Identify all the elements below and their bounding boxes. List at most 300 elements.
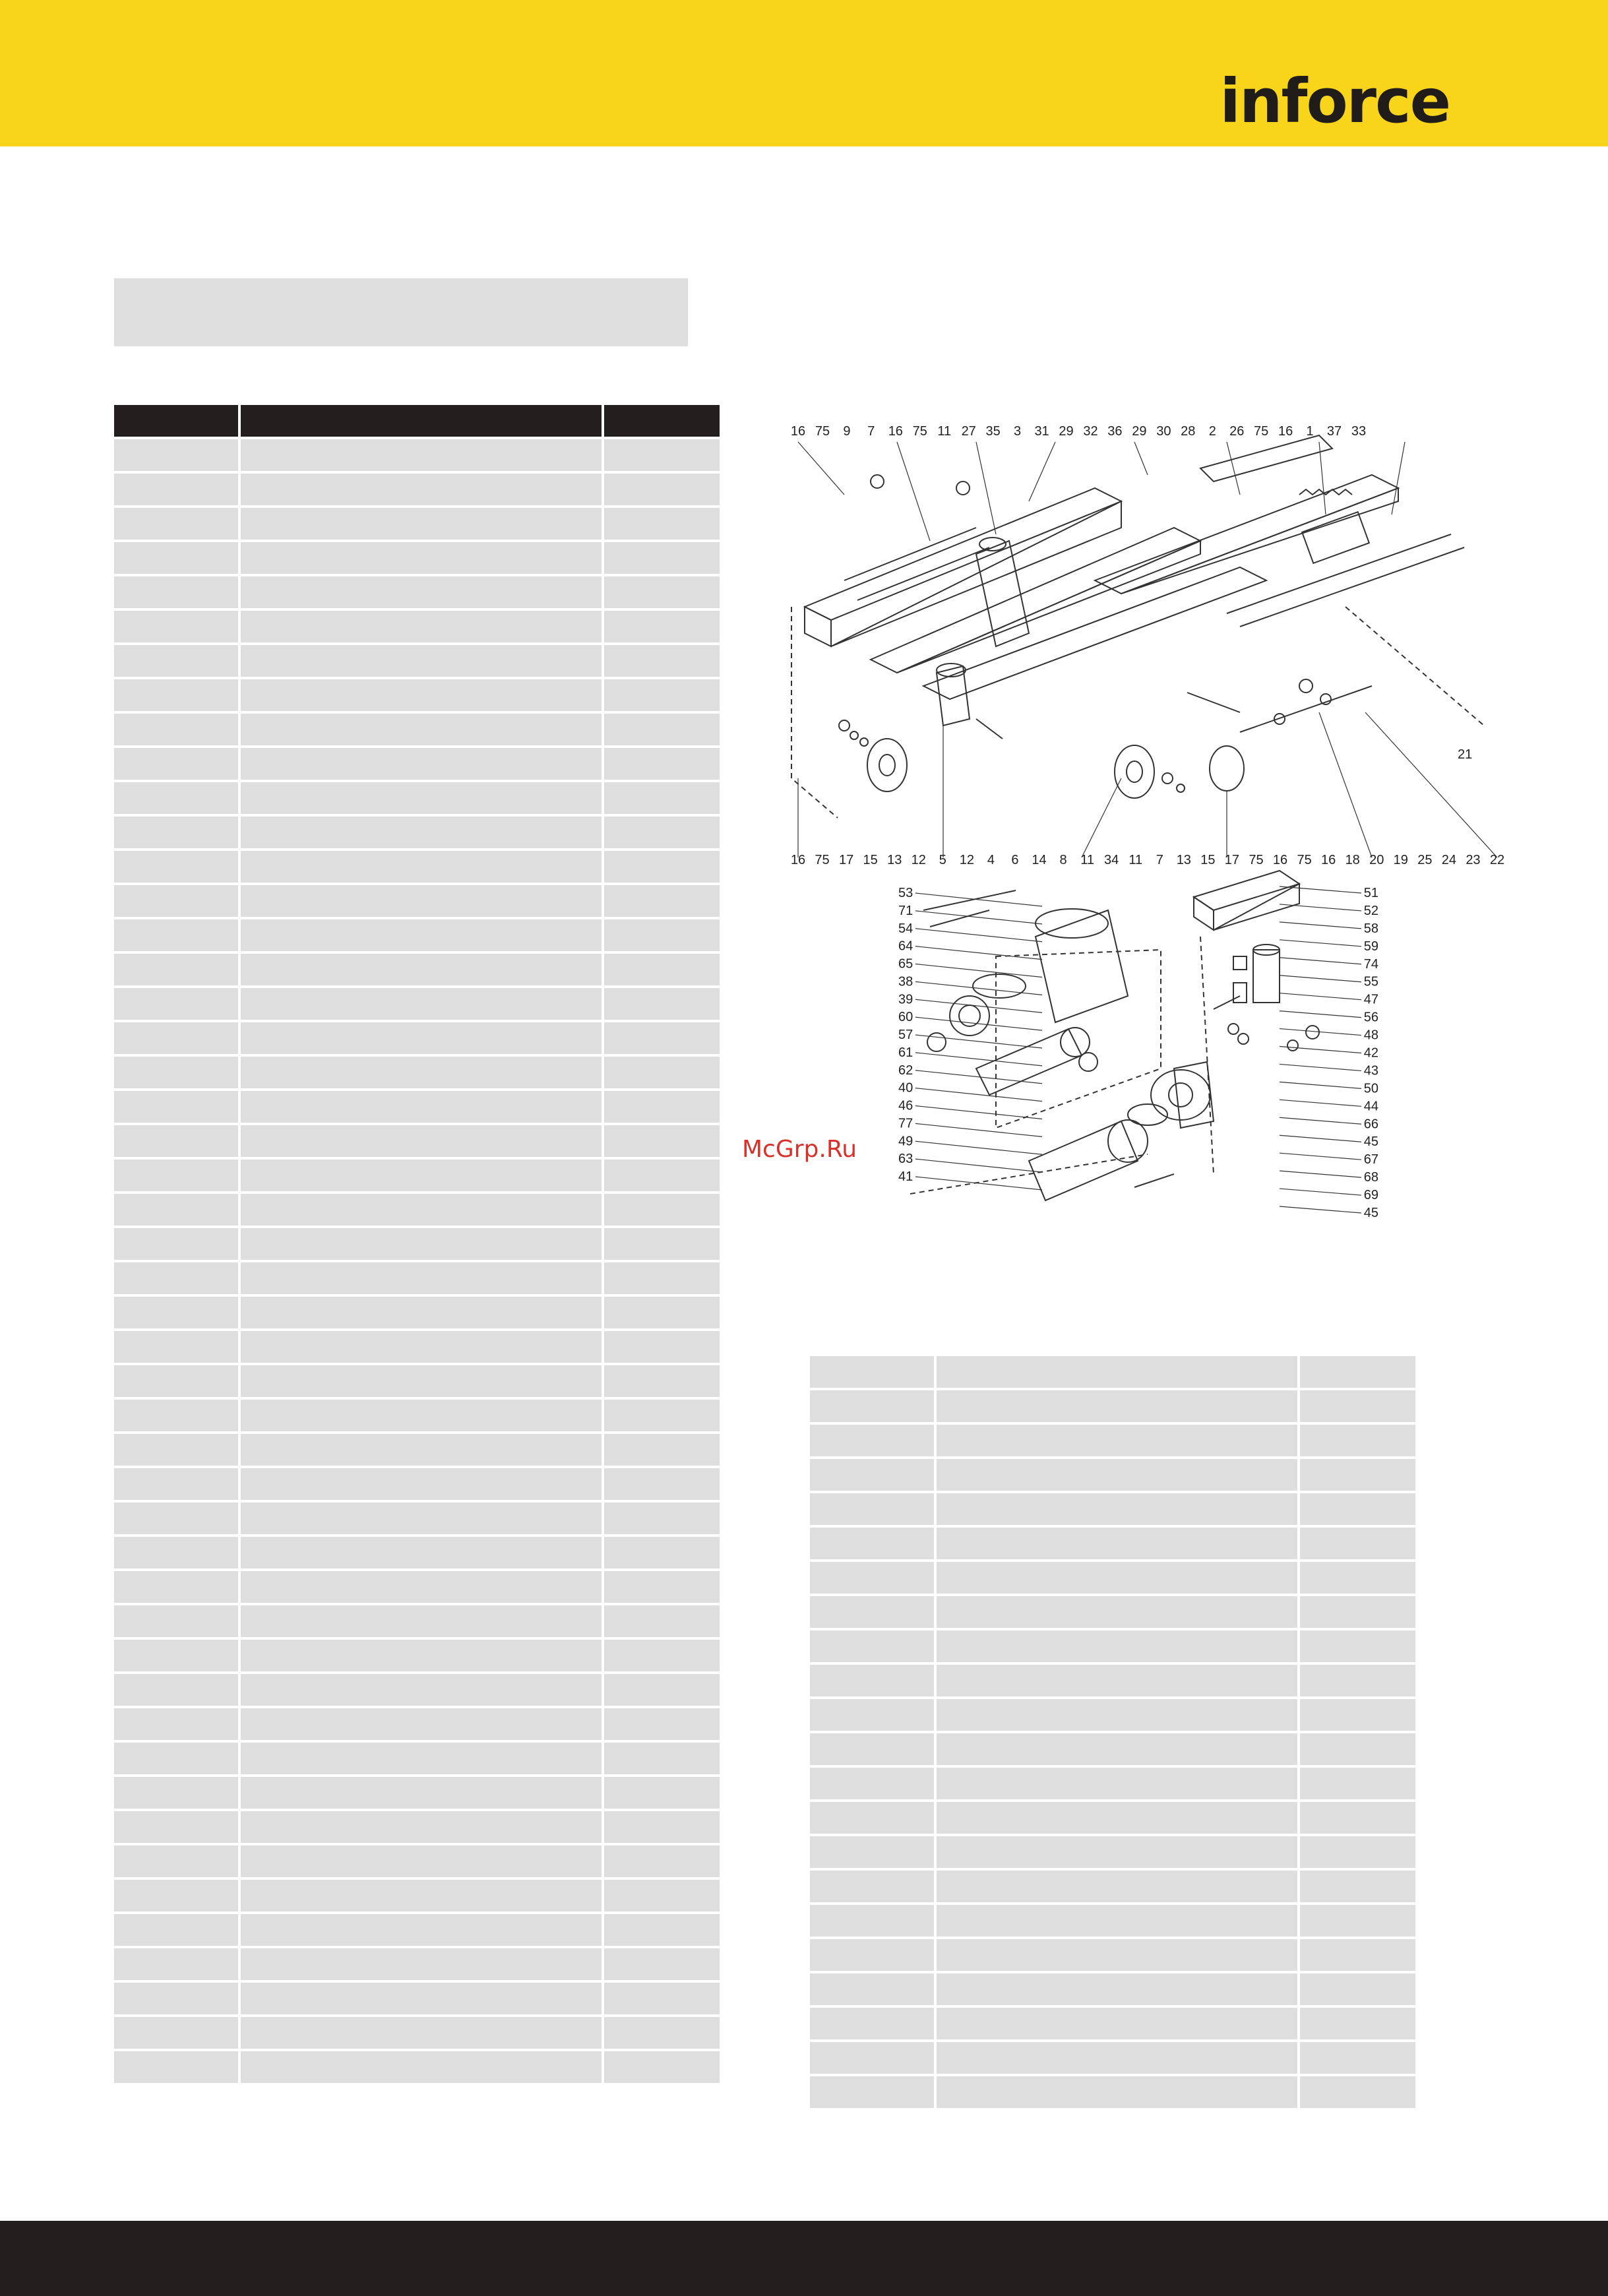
cell-name xyxy=(937,1871,1300,1905)
cell-no xyxy=(114,1503,241,1537)
cell-qty xyxy=(1300,2076,1415,2111)
lower-left-label-leader-8 xyxy=(915,1035,1042,1048)
upper-top-label-0: 16 xyxy=(790,424,806,439)
cell-name xyxy=(241,1811,604,1846)
table-row xyxy=(114,1194,720,1228)
table-row xyxy=(114,611,720,645)
cell-no xyxy=(114,1022,241,1057)
upper-top-label-12: 32 xyxy=(1083,424,1098,439)
table-row xyxy=(114,1091,720,1125)
cell-qty xyxy=(604,1022,720,1057)
cell-no xyxy=(114,1057,241,1091)
lower-right-label-leader-6 xyxy=(1280,993,1361,1000)
cell-qty xyxy=(1300,1699,1415,1733)
cell-no xyxy=(114,1468,241,1503)
cell-no xyxy=(114,1091,241,1125)
table-row xyxy=(114,1708,720,1743)
header-cell-no xyxy=(114,405,241,439)
table-row xyxy=(114,1914,720,1948)
cell-name xyxy=(937,1390,1300,1425)
cell-qty xyxy=(604,542,720,576)
cell-qty xyxy=(1300,1493,1415,1528)
cell-no xyxy=(114,1983,241,2017)
cell-qty xyxy=(604,1571,720,1605)
upper-bottom-label-15: 7 xyxy=(1156,853,1163,867)
table-row xyxy=(114,439,720,474)
cell-qty xyxy=(604,1125,720,1160)
table-row xyxy=(114,782,720,817)
table-row xyxy=(114,1125,720,1160)
lower-left-label-leader-4 xyxy=(915,964,1042,977)
cell-name xyxy=(241,782,604,817)
cell-qty xyxy=(604,645,720,679)
parts-table-left xyxy=(114,405,720,2086)
lower-right-label-leader-9 xyxy=(1280,1047,1361,1053)
lower-left-label-leader-7 xyxy=(915,1017,1042,1030)
cell-name xyxy=(937,1356,1300,1390)
cell-name xyxy=(241,611,604,645)
cell-name xyxy=(241,1160,604,1194)
cell-name xyxy=(937,1836,1300,1871)
cell-qty xyxy=(604,1880,720,1914)
lower-left-labels xyxy=(898,886,913,1184)
cell-qty xyxy=(604,954,720,988)
cell-qty xyxy=(604,1605,720,1640)
cell-name xyxy=(241,1434,604,1468)
title-placeholder xyxy=(114,278,688,346)
lower-left-label-leader-11 xyxy=(915,1088,1042,1101)
upper-bottom-label-6: 5 xyxy=(939,853,946,867)
upper-bottom-label-21: 75 xyxy=(1297,853,1312,867)
cell-no xyxy=(114,1228,241,1262)
cell-name xyxy=(241,1228,604,1262)
cell-qty xyxy=(1300,1356,1415,1390)
table-row xyxy=(114,1228,720,1262)
cell-qty xyxy=(1300,1596,1415,1630)
upper-top-label-5: 75 xyxy=(912,424,927,439)
table-row xyxy=(114,1571,720,1605)
lower-left-label-0: 53 xyxy=(898,886,913,900)
cell-name xyxy=(241,1400,604,1434)
cell-no xyxy=(114,1674,241,1708)
cell-qty xyxy=(604,1194,720,1228)
lower-right-label-11: 50 xyxy=(1363,1081,1378,1096)
cell-name xyxy=(241,1914,604,1948)
cell-name xyxy=(241,1125,604,1160)
cell-no xyxy=(114,919,241,954)
cell-name xyxy=(937,1665,1300,1699)
cell-name xyxy=(241,645,604,679)
cell-no xyxy=(114,611,241,645)
lower-right-label-leader-5 xyxy=(1280,976,1361,982)
upper-bottom-label-10: 14 xyxy=(1032,853,1047,867)
table-row xyxy=(810,1665,1415,1699)
table-row xyxy=(114,748,720,782)
lower-right-label-4: 74 xyxy=(1363,956,1378,972)
cell-qty xyxy=(604,1674,720,1708)
table-row xyxy=(114,1777,720,1811)
cell-qty xyxy=(604,1914,720,1948)
table-row xyxy=(114,1297,720,1331)
cell-name xyxy=(241,1880,604,1914)
cell-no xyxy=(810,2008,937,2042)
table-row xyxy=(114,1743,720,1777)
cell-name xyxy=(241,1537,604,1571)
cell-no xyxy=(810,1905,937,1939)
cell-name xyxy=(937,1699,1300,1733)
lower-right-label-12: 44 xyxy=(1363,1099,1378,1114)
lower-left-label-10: 62 xyxy=(898,1063,913,1078)
cell-no xyxy=(114,1365,241,1400)
table-row xyxy=(810,1871,1415,1905)
lower-right-label-8: 48 xyxy=(1363,1028,1378,1043)
cell-no xyxy=(114,1605,241,1640)
lower-right-label-5: 55 xyxy=(1363,974,1378,989)
cell-qty xyxy=(604,1743,720,1777)
lower-right-label-leader-4 xyxy=(1280,958,1361,964)
cell-qty xyxy=(604,576,720,611)
cell-no xyxy=(810,2042,937,2076)
cell-no xyxy=(810,1973,937,2008)
cell-no xyxy=(114,1160,241,1194)
table-row xyxy=(114,1983,720,2017)
cell-name xyxy=(241,474,604,508)
lower-left-label-leader-15 xyxy=(915,1159,1042,1172)
lower-left-label-leader-2 xyxy=(915,929,1042,942)
cell-qty xyxy=(604,508,720,542)
cell-name xyxy=(241,1057,604,1091)
table-row xyxy=(114,1674,720,1708)
cell-qty xyxy=(604,1057,720,1091)
cell-qty xyxy=(604,679,720,714)
lower-left-label-leader-10 xyxy=(915,1070,1042,1084)
cell-qty xyxy=(604,714,720,748)
lower-right-label-17: 69 xyxy=(1363,1188,1378,1203)
cell-no xyxy=(114,885,241,919)
upper-bottom-label-23: 18 xyxy=(1345,853,1360,867)
upper-top-label-14: 29 xyxy=(1132,424,1147,439)
cell-name xyxy=(937,1905,1300,1939)
cell-qty xyxy=(1300,1528,1415,1562)
upper-top-label-11: 29 xyxy=(1059,424,1074,439)
table-row xyxy=(114,679,720,714)
cell-no xyxy=(114,1640,241,1674)
cell-no xyxy=(114,1880,241,1914)
upper-leader-lines xyxy=(798,442,1497,857)
table-row xyxy=(114,1400,720,1434)
table-row xyxy=(114,954,720,988)
cell-qty xyxy=(604,2017,720,2051)
upper-top-label-17: 2 xyxy=(1208,424,1216,439)
cell-name xyxy=(241,1708,604,1743)
lower-right-label-leader-1 xyxy=(1280,904,1361,911)
lower-left-label-4: 65 xyxy=(898,956,913,972)
cell-qty xyxy=(1300,1802,1415,1836)
table-row xyxy=(810,1562,1415,1596)
cell-qty xyxy=(604,1640,720,1674)
lower-right-label-0: 51 xyxy=(1363,886,1378,900)
cell-no xyxy=(810,1665,937,1699)
upper-bottom-label-24: 20 xyxy=(1369,853,1384,867)
watermark-text: McGrp.Ru xyxy=(742,1136,857,1163)
upper-top-label-3: 7 xyxy=(867,424,875,439)
upper-bottom-label-3: 15 xyxy=(863,853,878,867)
lower-right-label-18: 45 xyxy=(1363,1206,1378,1220)
table-row xyxy=(810,1459,1415,1493)
lower-left-label-16: 41 xyxy=(898,1169,913,1184)
table-row xyxy=(114,1262,720,1297)
table-row xyxy=(114,1365,720,1400)
lower-right-label-leader-0 xyxy=(1280,886,1361,893)
upper-bottom-label-19: 75 xyxy=(1249,853,1264,867)
cell-name xyxy=(241,1777,604,1811)
cell-qty xyxy=(604,474,720,508)
table-row xyxy=(810,1768,1415,1802)
upper-bottom-label-22: 16 xyxy=(1321,853,1336,867)
lower-right-label-9: 42 xyxy=(1363,1045,1378,1061)
lower-right-label-3: 59 xyxy=(1363,939,1378,954)
lower-left-label-1: 71 xyxy=(898,903,913,918)
upper-bottom-label-17: 15 xyxy=(1200,853,1216,867)
cell-name xyxy=(241,542,604,576)
cell-no xyxy=(114,988,241,1022)
cell-qty xyxy=(1300,1768,1415,1802)
table-row xyxy=(114,1948,720,1983)
cell-no xyxy=(114,748,241,782)
cell-qty xyxy=(604,1091,720,1125)
header-cell-qty xyxy=(604,405,720,439)
cell-no xyxy=(114,1537,241,1571)
lower-right-label-leader-2 xyxy=(1280,922,1361,929)
lower-left-label-7: 60 xyxy=(898,1010,913,1025)
upper-bottom-label-29: 22 xyxy=(1489,853,1505,867)
upper-bottom-label-26: 25 xyxy=(1417,853,1433,867)
upper-side-label: 21 xyxy=(1458,747,1473,762)
cell-no xyxy=(114,1708,241,1743)
upper-bottom-label-5: 12 xyxy=(911,853,926,867)
table-row xyxy=(114,645,720,679)
cell-name xyxy=(241,2017,604,2051)
cell-name xyxy=(241,2051,604,2086)
cell-name xyxy=(937,1630,1300,1665)
cell-name xyxy=(241,1468,604,1503)
cell-qty xyxy=(604,1503,720,1537)
cell-qty xyxy=(604,1983,720,2017)
table-header-row xyxy=(114,405,720,439)
cell-name xyxy=(937,1939,1300,1973)
cell-qty xyxy=(604,1811,720,1846)
table-row xyxy=(114,1022,720,1057)
table-row xyxy=(810,2008,1415,2042)
cell-no xyxy=(810,1699,937,1733)
cell-name xyxy=(241,679,604,714)
table-row xyxy=(114,1811,720,1846)
cell-qty xyxy=(604,1777,720,1811)
lower-left-label-leader-12 xyxy=(915,1106,1042,1119)
lower-left-label-6: 39 xyxy=(898,992,913,1007)
table-row xyxy=(810,1493,1415,1528)
cell-name xyxy=(937,1425,1300,1459)
cell-no xyxy=(114,851,241,885)
table-row xyxy=(114,1503,720,1537)
cell-name xyxy=(241,988,604,1022)
table-row xyxy=(114,1846,720,1880)
cell-qty xyxy=(1300,1665,1415,1699)
table-row xyxy=(114,817,720,851)
cell-no xyxy=(810,1630,937,1665)
table-row xyxy=(114,1057,720,1091)
lower-right-label-leader-13 xyxy=(1280,1117,1361,1124)
upper-top-label-16: 28 xyxy=(1181,424,1196,439)
table-row xyxy=(810,1733,1415,1768)
parts-table-right xyxy=(810,1356,1415,2111)
cell-qty xyxy=(604,1400,720,1434)
lower-left-label-leader-9 xyxy=(915,1053,1042,1066)
cell-no xyxy=(114,782,241,817)
cell-name xyxy=(937,1562,1300,1596)
cell-qty xyxy=(1300,2008,1415,2042)
upper-bottom-label-1: 75 xyxy=(815,853,830,867)
cell-no xyxy=(114,1194,241,1228)
cell-name xyxy=(241,1571,604,1605)
cell-name xyxy=(241,954,604,988)
upper-top-label-20: 16 xyxy=(1278,424,1293,439)
upper-top-label-22: 37 xyxy=(1326,424,1342,439)
lower-left-label-8: 57 xyxy=(898,1028,913,1042)
table-row xyxy=(810,1356,1415,1390)
upper-assembly-drawing xyxy=(791,435,1484,818)
cell-name xyxy=(241,748,604,782)
cell-qty xyxy=(1300,1733,1415,1768)
table-row xyxy=(114,576,720,611)
cell-no xyxy=(114,679,241,714)
lower-right-labels xyxy=(1364,886,1378,1220)
cell-qty xyxy=(1300,1630,1415,1665)
upper-bottom-label-12: 11 xyxy=(1080,853,1095,867)
table-row xyxy=(114,851,720,885)
cell-qty xyxy=(604,1297,720,1331)
upper-bottom-label-2: 17 xyxy=(838,853,854,867)
cell-name xyxy=(241,1674,604,1708)
table-row xyxy=(810,1836,1415,1871)
cell-qty xyxy=(604,919,720,954)
table-row xyxy=(810,1630,1415,1665)
table-row xyxy=(810,1939,1415,1973)
upper-bottom-label-20: 16 xyxy=(1272,853,1288,867)
cell-qty xyxy=(604,1228,720,1262)
upper-top-label-4: 16 xyxy=(888,424,903,439)
cell-no xyxy=(810,1768,937,1802)
cell-no xyxy=(114,508,241,542)
cell-name xyxy=(241,1365,604,1400)
table-row xyxy=(810,1802,1415,1836)
cell-no xyxy=(114,1297,241,1331)
cell-qty xyxy=(1300,1905,1415,1939)
table-row xyxy=(810,1425,1415,1459)
cell-qty xyxy=(604,1948,720,1983)
cell-no xyxy=(810,1596,937,1630)
cell-qty xyxy=(604,1331,720,1365)
table-row xyxy=(114,919,720,954)
upper-top-label-6: 11 xyxy=(937,424,952,439)
upper-bottom-label-28: 23 xyxy=(1466,853,1481,867)
cell-name xyxy=(241,1503,604,1537)
upper-top-label-21: 1 xyxy=(1306,424,1314,439)
cell-name xyxy=(937,2076,1300,2111)
cell-name xyxy=(241,1743,604,1777)
lower-right-label-2: 58 xyxy=(1363,921,1378,936)
lower-right-label-leader-18 xyxy=(1280,1206,1361,1213)
cell-qty xyxy=(1300,1939,1415,1973)
upper-top-label-13: 36 xyxy=(1107,424,1123,439)
cell-qty xyxy=(1300,1390,1415,1425)
lower-left-label-12: 46 xyxy=(898,1098,913,1113)
cell-no xyxy=(114,1743,241,1777)
upper-top-label-2: 9 xyxy=(843,424,851,439)
table-row xyxy=(114,1331,720,1365)
table-row xyxy=(810,1905,1415,1939)
cell-name xyxy=(241,1194,604,1228)
cell-qty xyxy=(1300,1836,1415,1871)
lower-right-label-7: 56 xyxy=(1363,1010,1378,1025)
cell-qty xyxy=(604,1846,720,1880)
cell-name xyxy=(937,1596,1300,1630)
lower-right-label-16: 68 xyxy=(1363,1170,1378,1185)
cell-no xyxy=(810,1562,937,1596)
lower-left-label-2: 54 xyxy=(898,921,913,936)
cell-name xyxy=(241,817,604,851)
table-row xyxy=(810,2076,1415,2111)
cell-qty xyxy=(1300,1425,1415,1459)
cell-name xyxy=(241,1297,604,1331)
upper-top-label-9: 3 xyxy=(1014,424,1022,439)
table-row xyxy=(114,885,720,919)
cell-no xyxy=(114,1331,241,1365)
lower-right-label-15: 67 xyxy=(1363,1152,1378,1167)
cell-name xyxy=(937,1973,1300,2008)
upper-top-label-19: 75 xyxy=(1254,424,1269,439)
cell-no xyxy=(114,1262,241,1297)
exploded-parts-diagram xyxy=(778,409,1530,1233)
table-row xyxy=(114,542,720,576)
upper-bottom-label-27: 24 xyxy=(1441,853,1457,867)
table-row xyxy=(810,2042,1415,2076)
cell-name xyxy=(241,1022,604,1057)
table-row xyxy=(114,1434,720,1468)
upper-bottom-label-0: 16 xyxy=(790,853,806,867)
cell-no xyxy=(810,1836,937,1871)
cell-name xyxy=(241,1948,604,1983)
table-row xyxy=(114,1468,720,1503)
cell-no xyxy=(810,1871,937,1905)
cell-name xyxy=(937,1802,1300,1836)
cell-name xyxy=(241,1331,604,1365)
lower-left-label-13: 77 xyxy=(898,1116,913,1131)
lower-right-label-leader-7 xyxy=(1280,1011,1361,1018)
lower-right-label-leader-14 xyxy=(1280,1135,1361,1142)
cell-name xyxy=(241,1640,604,1674)
lower-left-label-leader-16 xyxy=(915,1177,1042,1190)
cell-no xyxy=(810,1733,937,1768)
cell-no xyxy=(114,1948,241,1983)
cell-qty xyxy=(604,817,720,851)
cell-qty xyxy=(604,782,720,817)
cell-qty xyxy=(604,611,720,645)
table-row xyxy=(114,988,720,1022)
cell-no xyxy=(114,2017,241,2051)
cell-qty xyxy=(604,988,720,1022)
footer-bar xyxy=(0,2221,1608,2296)
